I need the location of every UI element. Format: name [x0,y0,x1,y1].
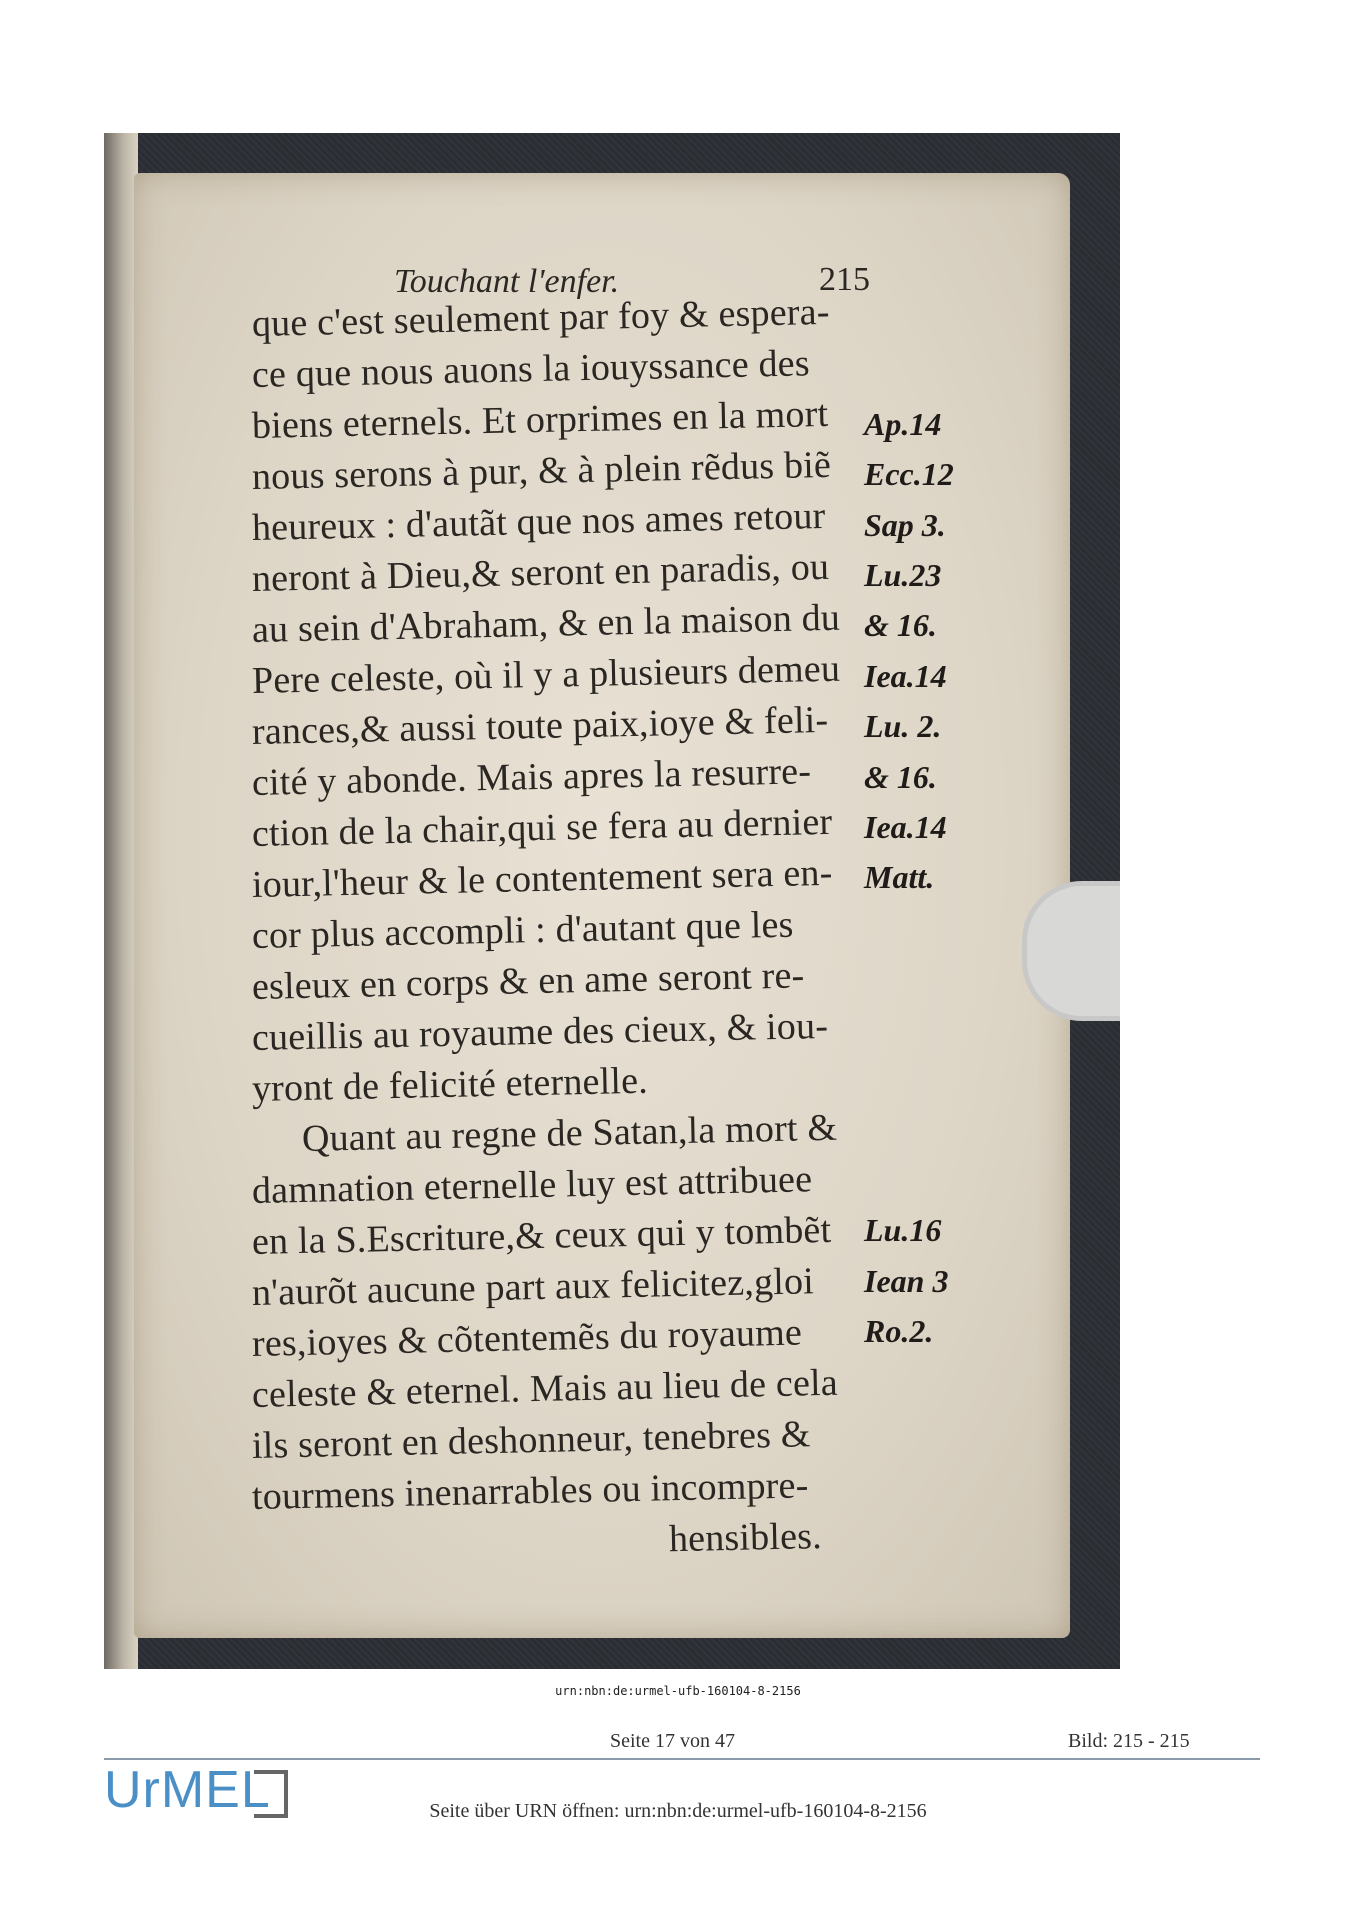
text-line: cueillis au royaume des cieux, & iou- [251,1004,829,1059]
margin-note: Ro.2. [864,1313,934,1349]
urmel-logo[interactable]: UrMEL [104,1761,271,1819]
margin-note: Iea.14 [864,809,947,845]
text-line: cité y abonde. Mais apres la resurre- [251,750,812,804]
book-leaf [134,173,1070,1638]
text-line: iour,l'heur & le contentement sera en- [251,851,833,906]
text-line: au sein d'Abraham, & en la maison du [251,596,841,651]
margin-note: Lu. 2. [864,708,942,745]
margin-note: Lu.16 [864,1212,942,1249]
text-line: n'aurõt aucune part aux felicitez,gloi [251,1260,815,1314]
running-head: Touchant l'enfer. [394,263,620,300]
text-line: ce que nous auons la iouyssance des [251,342,811,396]
margin-note: Sap 3. [864,506,946,543]
margin-note: Lu.23 [864,557,942,593]
text-line: celeste & eternel. Mais au lieu de cela [251,1361,839,1416]
text-line: que c'est seulement par foy & espera- [251,290,830,345]
margin-note: Ecc.12 [864,456,954,493]
margin-note: & 16. [864,758,937,795]
margin-note: Iea.14 [864,657,947,694]
page-count: Seite 17 von 47 [610,1730,735,1752]
scan-urn-caption: urn:nbn:de:urmel-ufb-160104-8-2156 [555,1684,801,1698]
text-block [251,290,841,1574]
text-line: neront à Dieu,& seront en paradis, ou [251,545,830,600]
text-line: yront de felicité eternelle. [251,1059,649,1110]
footer-divider [104,1758,1260,1760]
book-spine [104,133,138,1669]
text-line: damnation eternelle luy est attribuee [251,1158,813,1212]
margin-note: & 16. [864,607,937,644]
text-line: heureux : d'autãt que nos ames retour [251,494,826,549]
scanned-page-image [104,133,1120,1669]
page-clip-tab [1022,881,1120,1021]
text-line: Quant au regne de Satan,la mort & [301,1106,838,1160]
image-range: Bild: 215 - 215 [1068,1730,1190,1752]
text-line: cor plus accompli : d'autant que les [251,903,794,957]
text-line: nous serons à pur, & à plein rẽdus biẽ [251,443,832,498]
margin-note: Iean 3 [864,1262,949,1299]
text-line: ction de la chair,qui se fera au dernier [251,800,833,855]
text-line: res,ioyes & cõtentemẽs du royaume [251,1311,803,1365]
text-line: esleux en corps & en ame seront re- [251,954,805,1008]
text-line: tourmens inenarrables ou incompre- [251,1464,809,1518]
text-line: hensibles. [668,1515,823,1561]
text-line: en la S.Escriture,& ceux qui y tombẽt [251,1208,832,1263]
text-line: biens eternels. Et orprimes en la mort [251,392,829,447]
text-line: rances,& aussi toute paix,ioye & feli- [251,698,829,753]
text-line: Pere celeste, où il y a plusieurs demeu [251,647,841,702]
urn-open-link[interactable]: Seite über URN öffnen: urn:nbn:de:urmel-ufb-160104-8-2156 [429,1800,927,1822]
page-number: 215 [819,261,870,298]
margin-note: Matt. [864,859,935,896]
text-line: ils seront en deshonneur, tenebres & [251,1413,811,1467]
margin-note: Ap.14 [864,405,942,442]
